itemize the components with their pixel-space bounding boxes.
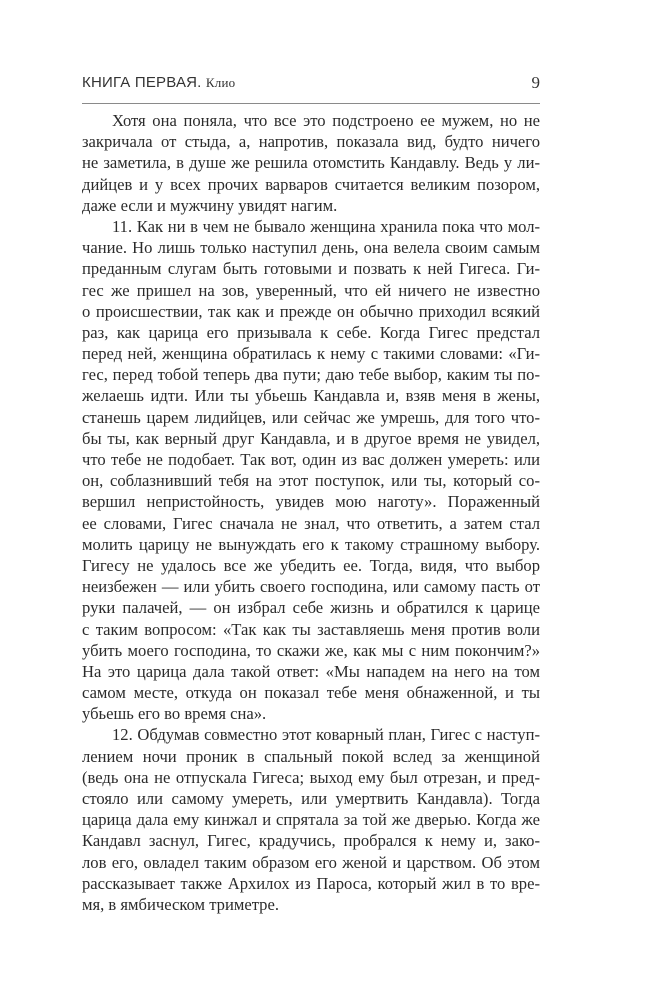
text-line: не заметила, в душе же решила отомстить Кандавлу. Ведь у ли-	[82, 153, 540, 173]
paragraph	[82, 110, 540, 216]
text-line: лением ночи проник в спальный покой вслед за женщиной	[82, 746, 540, 766]
text-line: дийцев и у всех прочих варваров считается великим позором,	[82, 174, 540, 194]
text-line: молить царицу не вынуждать его к такому страшному выбору.	[82, 534, 540, 554]
running-header	[82, 74, 540, 94]
text-line: преданным слугам быть готовыми и позвать к ней Гигеса. Ги-	[82, 259, 540, 279]
text-line: закричала от стыда, а, напротив, показала вид, будто ничего	[82, 132, 540, 152]
text-line: перед ней, женщина обратилась к нему с такими словами: «Ги-	[82, 344, 540, 364]
text-line: раз, как царица его призывала к себе. Когда Гигес предстал	[82, 322, 540, 342]
paragraph	[82, 724, 540, 915]
text-line: мя, в ямбическом триметре.	[82, 894, 279, 914]
running-head-title	[82, 74, 235, 91]
text-line: 11. Как ни в чем не бывало женщина хранила пока что мол-	[112, 216, 540, 236]
text-line: царица дала ему кинжал и спрятала за той же дверью. Когда же	[82, 810, 540, 830]
text-line: Гигесу не удалось все же убедить ее. Тогда, видя, что выбор	[82, 555, 540, 575]
text-line: с таким вопросом: «Так как ты заставляешь меня против воли	[82, 619, 540, 639]
text-line: чание. Но лишь только наступил день, она велела своим самым	[82, 238, 540, 258]
book-subtitle: Клио	[205, 75, 236, 90]
book-title: КНИГА ПЕРВАЯ.	[82, 74, 206, 91]
text-line: ее словами, Гигес сначала не знал, что ответить, а затем стал	[82, 513, 540, 533]
text-line: рассказывает также Архилох из Пароса, который жил в то вре-	[82, 873, 540, 893]
text-line: гес же пришел на зов, уверенный, что ей ничего не известно	[82, 280, 540, 300]
text-line: На это царица дала такой ответ: «Мы нападем на него на том	[82, 661, 540, 681]
text-line: вершил непристойность, увидев мою наготу». Пораженный	[82, 492, 540, 512]
text-line: неизбежен — или убить своего господина, или самому пасть от	[82, 577, 540, 597]
paragraph	[82, 216, 540, 725]
text-line: Кандавл заснул, Гигес, крадучись, пробрался к нему и, зако-	[82, 831, 540, 851]
text-line: станешь царем лидийцев, или сейчас же умрешь, для того что-	[82, 407, 540, 427]
text-line: самом месте, откуда он показал тебе меня обнаженной, и ты	[82, 683, 540, 703]
text-line: 12. Обдумав совместно этот коварный план, Гигес с наступ-	[112, 725, 540, 745]
text-line: даже если и мужчину увидят нагим.	[82, 195, 338, 215]
text-line: желаешь идти. Или ты убьешь Кандавла и, взяв меня в жены,	[82, 386, 540, 406]
page-number: 9	[531, 73, 540, 92]
body-text	[82, 110, 540, 915]
text-line: он, соблазнивший тебя на этот поступок, или ты, который со-	[82, 471, 540, 491]
header-rule	[82, 103, 540, 104]
text-line: Хотя она поняла, что все это подстроено ее мужем, но не	[112, 111, 540, 130]
text-line: бы ты, как верный друг Кандавла, и в другое время не увидел,	[82, 428, 540, 448]
text-line: гес, перед тобой теперь два пути; даю тебе выбор, каким ты по-	[82, 365, 540, 385]
text-line: убьешь его во время сна».	[82, 704, 267, 724]
text-line: убить моего господина, то скажи же, как мы с ним покончим?»	[82, 640, 540, 660]
text-line: (ведь она не отпускала Гигеса; выход ему был отрезан, и пред-	[82, 767, 540, 787]
text-line: о происшествии, так как и прежде он обычно приходил всякий	[82, 301, 540, 321]
text-line: что тебе не подобает. Так вот, один из вас должен умереть: или	[82, 450, 540, 469]
text-line: стояло или самому умереть, или умертвить Кандавла). Тогда	[82, 789, 540, 808]
text-line: руки палачей, — он избрал себе жизнь и обратился к царице	[82, 598, 540, 618]
text-line: лов его, овладел таким образом его женой и царством. Об этом	[82, 852, 540, 872]
